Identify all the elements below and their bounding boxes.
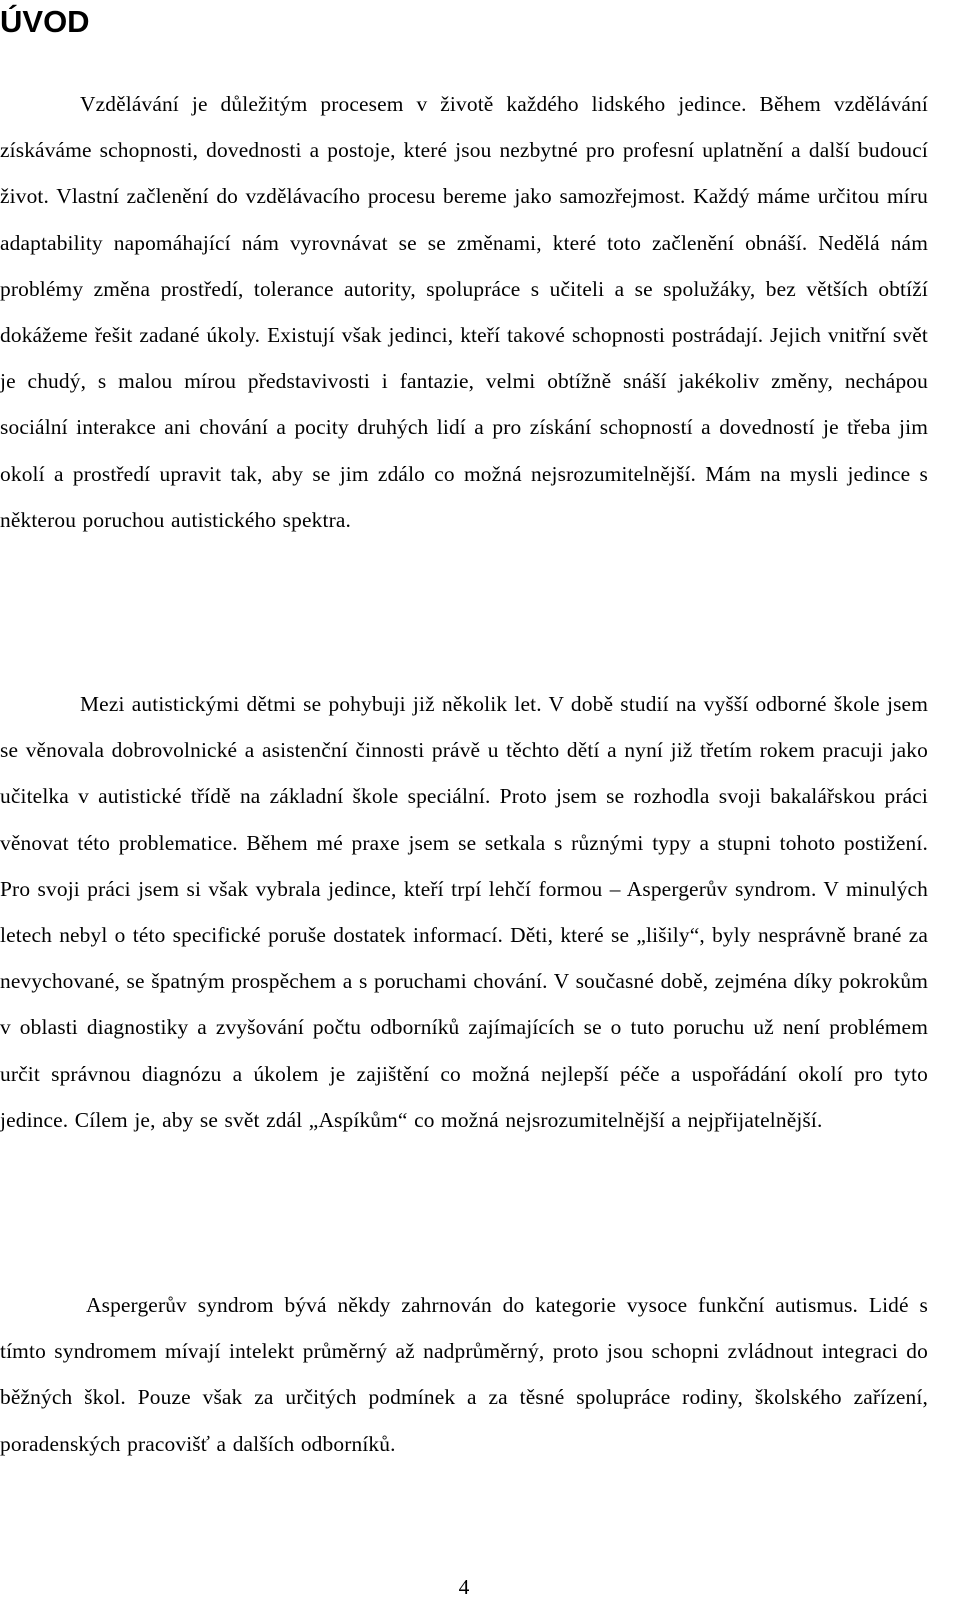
chapter-heading: ÚVOD — [0, 4, 90, 39]
paragraph-2: Mezi autistickými dětmi se pohybuji již několik let. V době studií na vyšší odborné škole jsem se věnovala dobrovolnické a asistenční činnosti právě u těchto dětí a nyní již třetím rokem pracuji jako učitelka v autistické třídě na základní škole speciální. Proto jsem se rozhodla svoji bakalářskou práci věnovat této problematice. Během mé praxe jsem se setkala s různými typy a stupni tohoto postižení. Pro svoji práci jsem si však vybrala jedince, kteří trpí lehčí formou – Aspergerův syndrom. V minulých letech nebyl o této specifické poruše dostatek informací. Děti, které se „lišily“, byly nesprávně brané za nevychované, se špatným prospěchem a s poruchami chování. V současné době, zejména díky pokrokům v oblasti diagnostiky a zvyšování počtu odborníků zajímajících se o tuto poruchu už není problémem určit správnou diagnózu a úkolem je zajištění co možná nejlepší péče a uspořádání okolí pro tyto jedince. Cílem je, aby se svět zdál „Aspíkům“ co možná nejsrozumitelnější a nejpřijatelnější. — [0, 692, 928, 1132]
page-number: 4 — [458, 1575, 470, 1599]
paragraph-3: Aspergerův syndrom bývá někdy zahrnován do kategorie vysoce funkční autismus. Lidé s tímto syndromem mívají intelekt průměrný až nadprůměrný, proto jsou schopni zvládnout integraci do běžných škol. Pouze však za určitých podmínek a za těsné spolupráce rodiny, školského zařízení, poradenských pracovišť a dalších odborníků. — [0, 1293, 928, 1456]
paragraph-1: Vzdělávání je důležitým procesem v životě každého lidského jedince. Během vzdělávání získáváme schopnosti, dovednosti a postoje, které jsou nezbytné pro profesní uplatnění a další budoucí život. Vlastní začlenění do vzdělávacího procesu bereme jako samozřejmost. Každý máme určitou míru adaptability napomáhající nám vyrovnávat se se změnami, které toto začlenění obnáší. Nedělá nám problémy změna prostředí, tolerance autority, spolupráce s učiteli a se spolužáky, bez větších obtíží dokážeme řešit zadané úkoly. Existují však jedinci, kteří takové schopnosti postrádají. Jejich vnitřní svět je chudý, s malou mírou představivosti i fantazie, velmi obtížně snáší jakékoliv změny, nechápou sociální interakce ani chování a pocity druhých lidí a pro získání schopností a dovedností je třeba jim okolí a prostředí upravit tak, aby se jim zdálo co možná nejsrozumitelnější. Mám na mysli jedince s některou poruchou autistického spektra. — [0, 92, 928, 532]
